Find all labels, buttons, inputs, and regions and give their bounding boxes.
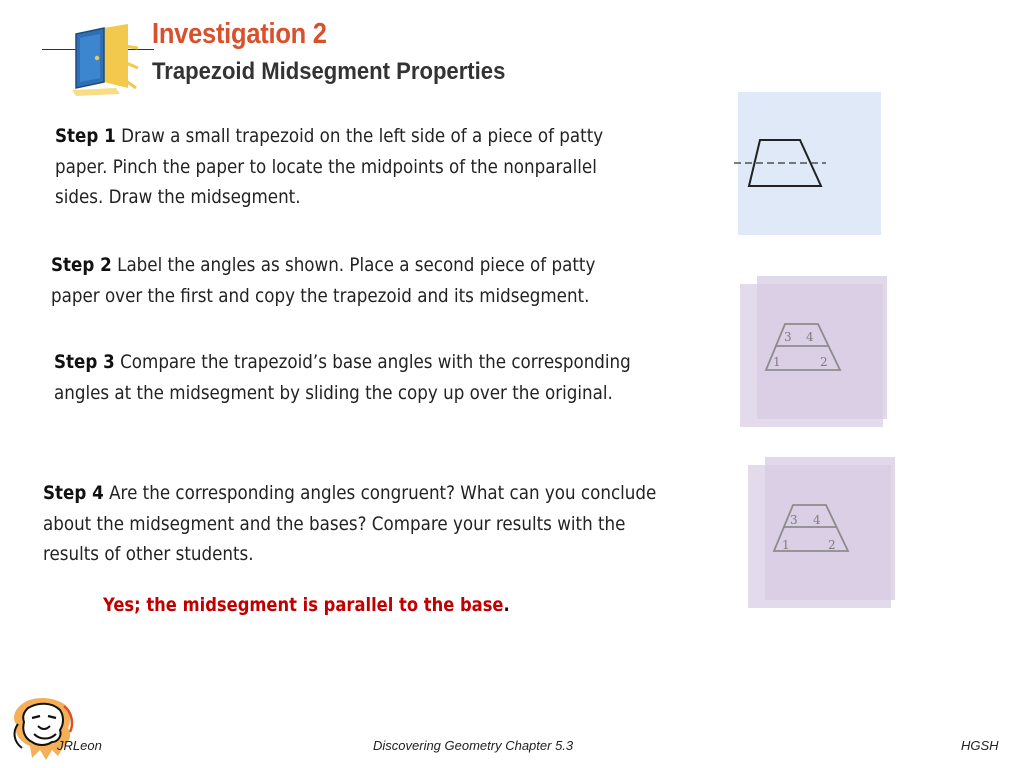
investigation-subtitle: Trapezoid Midsegment Properties (152, 58, 506, 85)
step-3 (54, 347, 679, 408)
door-icon (70, 22, 140, 100)
figure-3-angle-2: 2 (828, 538, 836, 552)
answer-statement: Yes; the midsegment is parallel to the base (103, 594, 504, 616)
figure-3-angle-4: 4 (813, 513, 821, 527)
figure-2-angle-2: 2 (820, 355, 828, 369)
step-4-text: Are the corresponding angles congruent? What can you conclude about the midsegment and the bases? Compare your results with the results of other students. (43, 482, 657, 565)
footer-author: JRLeon (57, 738, 102, 753)
step-2-text: Label the angles as shown. Place a second piece of patty paper over the first and copy the trapezoid and its midsegment. (51, 254, 596, 307)
step-4 (43, 478, 659, 570)
investigation-title: Investigation 2 (152, 18, 327, 50)
answer-text (103, 594, 510, 616)
step-1 (55, 121, 618, 213)
step-3-text: Compare the trapezoid’s base angles with the corresponding angles at the midsegment by sliding the copy up over the original. (54, 351, 631, 404)
figure-3-angle-1: 1 (782, 538, 790, 552)
lion-logo-icon (8, 694, 76, 768)
footer-school: HGSH (961, 738, 999, 753)
answer-period: . (503, 594, 510, 616)
step-1-text: Draw a small trapezoid on the left side of a piece of patty paper. Pinch the paper to locate the midpoints of the nonparallel sides. Draw the midsegment. (55, 125, 604, 208)
step-2 (51, 250, 645, 311)
step-1-label: Step 1 (55, 125, 116, 147)
step-2-label: Step 2 (51, 254, 112, 276)
figure-1-trapezoid (730, 130, 840, 194)
figure-3-angle-3: 3 (790, 513, 798, 527)
figure-2-angle-3: 3 (784, 330, 792, 344)
figure-2-trapezoid (740, 284, 883, 427)
footer-course: Discovering Geometry Chapter 5.3 (373, 738, 574, 753)
step-3-label: Step 3 (54, 351, 115, 373)
figure-2-angle-1: 1 (773, 355, 781, 369)
figure-2-angle-4: 4 (806, 330, 814, 344)
step-4-label: Step 4 (43, 482, 104, 504)
figure-3-trapezoid (748, 465, 891, 608)
